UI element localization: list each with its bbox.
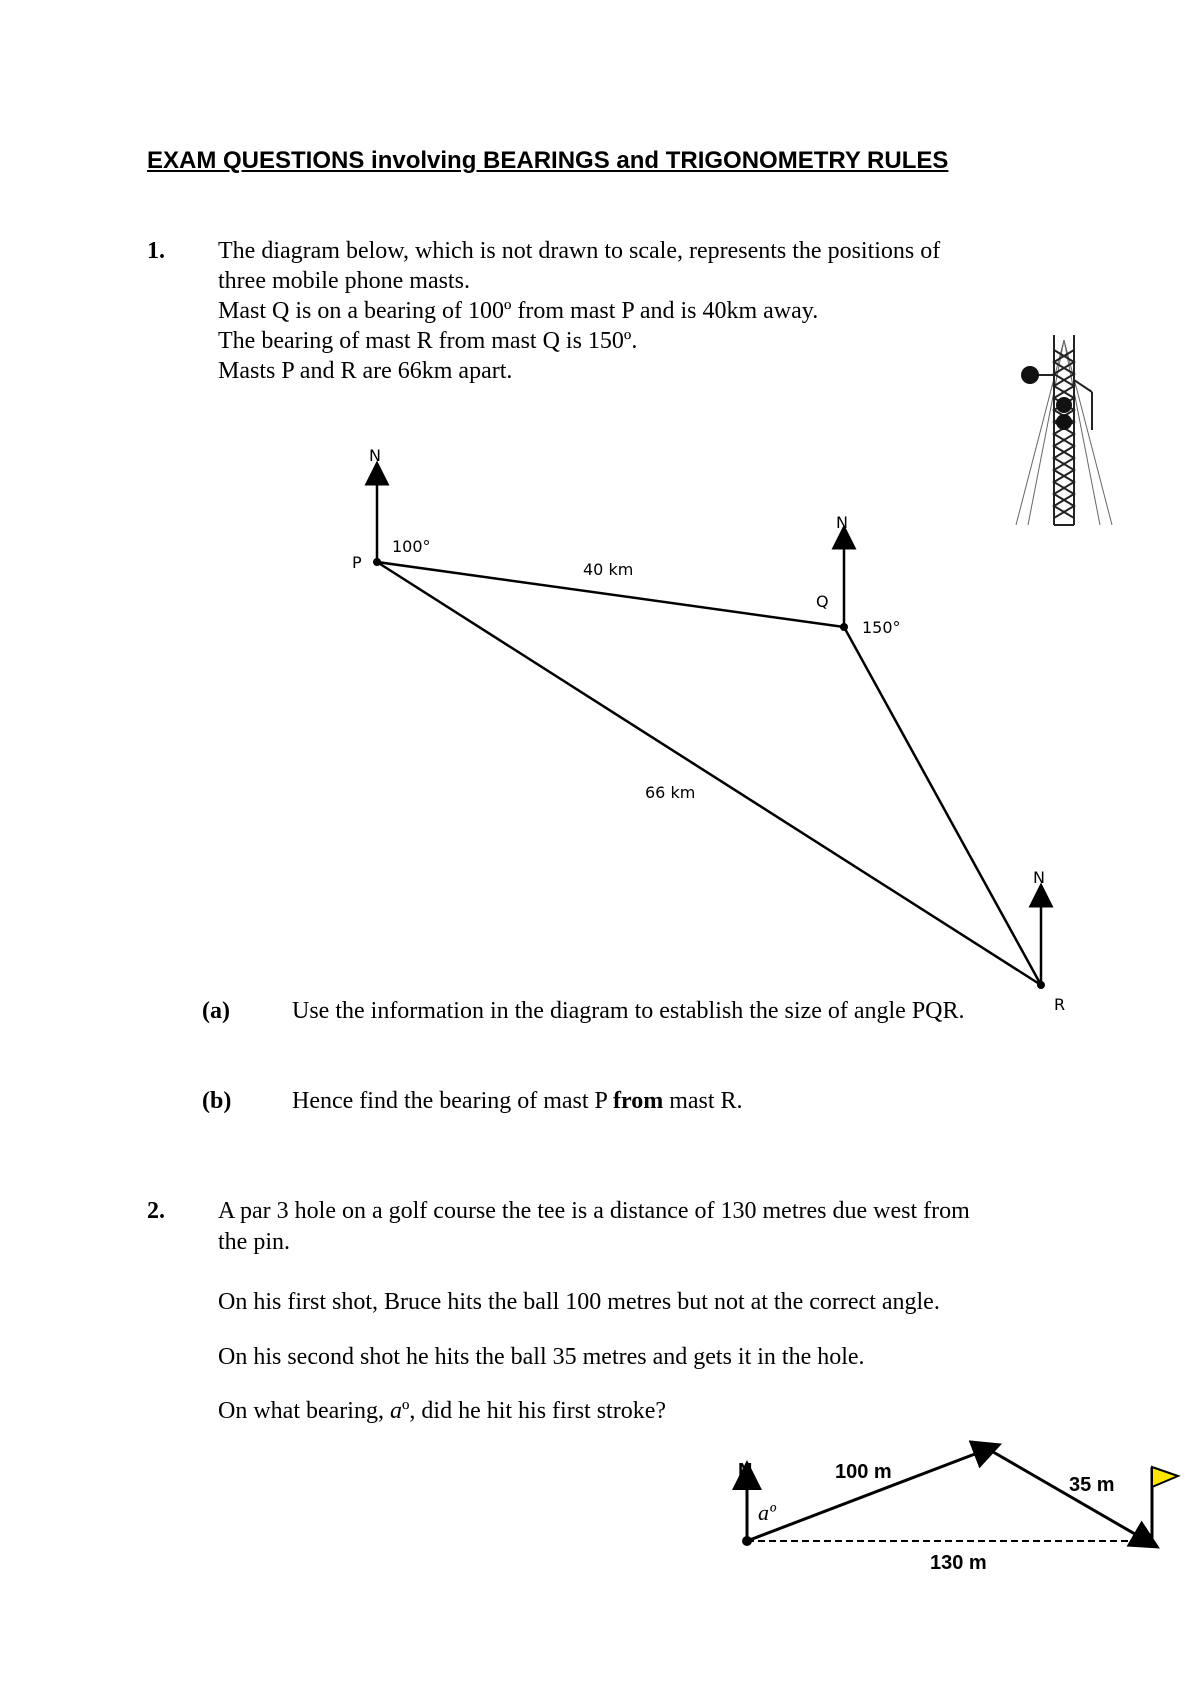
question-2-question-start: On what bearing, — [218, 1398, 390, 1424]
north-label-q: N — [836, 513, 848, 532]
question-2-line: A par 3 hole on a golf course the tee is a distance of 130 metres due west from — [218, 1198, 970, 1224]
part-b-emphasis: from — [613, 1088, 664, 1114]
point-q-label: Q — [816, 592, 829, 611]
question-2-number: 2. — [147, 1198, 165, 1224]
golf-angle-label: aº — [758, 1500, 776, 1525]
angle-variable: a — [389, 1398, 402, 1424]
question-1-line: The diagram below, which is not drawn to scale, represents the positions of — [218, 238, 941, 264]
flag — [1152, 1467, 1178, 1487]
side-pq-label: 40 km — [583, 560, 634, 579]
part-b-text-end: mast R. — [663, 1088, 743, 1114]
page-title: EXAM QUESTIONS involving BEARINGS and TRIGONOMETRY RULES — [147, 147, 949, 174]
point-r-label: R — [1054, 995, 1066, 1014]
shot1-label: 100 m — [835, 1461, 892, 1483]
question-1-line: Masts P and R are 66km apart. — [218, 358, 513, 384]
question-2-paragraph: On his first shot, Bruce hits the ball 100 metres but not at the correct angle. — [218, 1289, 940, 1315]
shot2-label: 35 m — [1069, 1474, 1115, 1496]
part-b-label: (b) — [202, 1088, 232, 1114]
part-a-text: Use the information in the diagram to establish the size of angle PQR. — [292, 998, 965, 1024]
question-2-paragraph: On his second shot he hits the ball 35 metres and gets it in the hole. — [218, 1344, 865, 1370]
side-pr-label: 66 km — [645, 783, 696, 802]
angle-p-label: 100° — [392, 537, 431, 556]
tee-dot — [742, 1536, 752, 1546]
question-1-line: Mast Q is on a bearing of 100º from mast P and is 40km away. — [218, 298, 819, 324]
question-1-number: 1. — [147, 238, 165, 264]
angle-q-label: 150° — [862, 618, 901, 637]
part-a-label: (a) — [202, 998, 230, 1024]
question-1-line: The bearing of mast R from mast Q is 150º. — [218, 328, 638, 354]
base-label: 130 m — [930, 1552, 987, 1574]
question-2-line: the pin. — [218, 1229, 290, 1255]
north-label-r: N — [1033, 868, 1045, 887]
hole-dot — [1142, 1536, 1152, 1546]
part-b-text-start: Hence find the bearing of mast P — [292, 1088, 614, 1114]
point-p-label: P — [352, 553, 362, 572]
golf-north-label: N — [738, 1460, 753, 1482]
second-shot-line — [988, 1449, 1147, 1541]
question-1-line: three mobile phone masts. — [218, 268, 470, 294]
question-2-question-end: º, did he hit his first stroke? — [401, 1398, 667, 1424]
north-label-p: N — [369, 446, 381, 465]
